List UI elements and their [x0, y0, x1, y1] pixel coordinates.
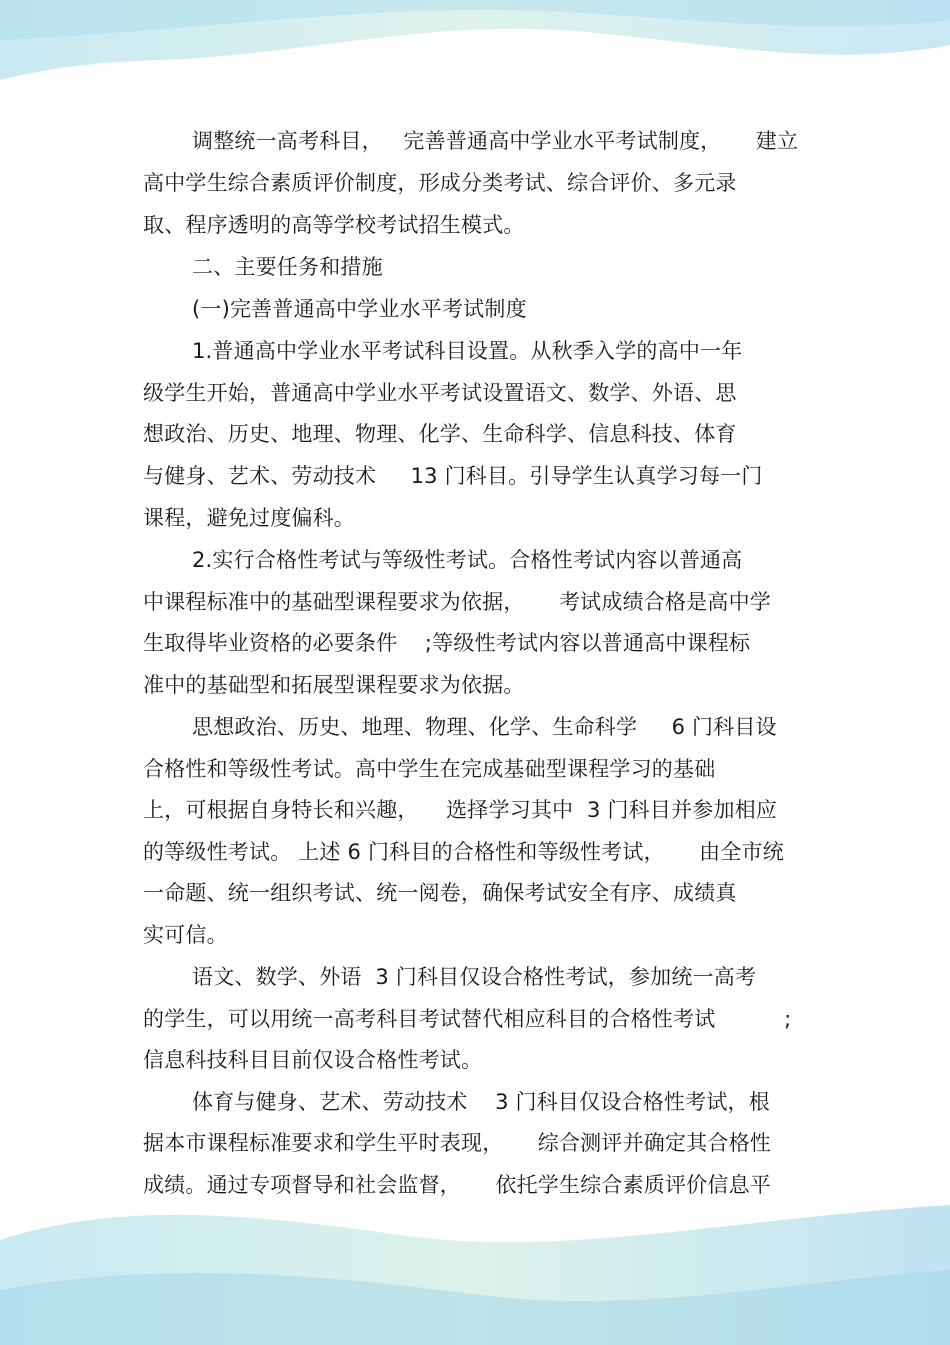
text-line: 1.普通高中学业水平考试科目设置。从秋季入学的高中一年: [192, 339, 743, 363]
subsection-heading: (一)完善普通高中学业水平考试制度: [192, 297, 527, 321]
text-line: 高中学生综合素质评价制度，形成分类考试、综合评价、多元录: [143, 171, 737, 195]
text-line: 据本市课程标准要求和学生平时表现， 综合测评并确定其合格性: [143, 1131, 771, 1155]
text-line: 取、程序透明的高等学校考试招生模式。: [143, 213, 525, 237]
section-heading: 二、主要任务和措施: [192, 255, 383, 279]
text-line: 体育与健身、艺术、劳动技术 3 门科目仅设合格性考试，根: [192, 1090, 770, 1114]
text-line: 课程，避免过度偏科。: [143, 506, 355, 530]
text-line: 实可信。: [143, 923, 228, 947]
text-line: 2.实行合格性考试与等级性考试。合格性考试内容以普通高: [192, 548, 743, 572]
text-line: 准中的基础型和拓展型课程要求为依据。: [143, 673, 525, 697]
text-line: 级学生开始，普通高中学业水平考试设置语文、数学、外语、思: [143, 381, 737, 405]
text-line: 调整统一高考科目， 完善普通高中学业水平考试制度， 建立: [192, 129, 799, 153]
text-line: 与健身、艺术、劳动技术 13 门科目。引导学生认真学习每一门: [143, 464, 763, 488]
text-line: 信息科技科目目前仅设合格性考试。: [143, 1048, 483, 1072]
text-line: 生取得毕业资格的必要条件 ;等级性考试内容以普通高中课程标: [143, 631, 751, 655]
text-line: 上，可根据自身特长和兴趣， 选择学习其中 3 门科目并参加相应: [143, 798, 778, 822]
text-line: 语文、数学、外语 3 门科目仅设合格性考试，参加统一高考: [192, 965, 757, 989]
text-line: 一命题、统一组织考试、统一阅卷，确保考试安全有序、成绩真: [143, 881, 737, 905]
text-line: 的等级性考试。 上述 6 门科目的合格性和等级性考试， 由全市统: [143, 840, 784, 864]
text-line: 思想政治、历史、地理、物理、化学、生命科学 6 门科目设: [192, 715, 777, 739]
text-line: 想政治、历史、地理、物理、化学、生命科学、信息科技、体育: [143, 422, 737, 446]
text-line: 合格性和等级性考试。高中学生在完成基础型课程学习的基础: [143, 757, 716, 781]
text-line: 成绩。通过专项督导和社会监督， 依托学生综合素质评价信息平: [143, 1173, 771, 1197]
text-line: 中课程标准中的基础型课程要求为依据， 考试成绩合格是高中学: [143, 590, 771, 614]
text-line: 的学生，可以用统一高考科目考试替代相应科目的合格性考试 ;: [143, 1007, 792, 1031]
